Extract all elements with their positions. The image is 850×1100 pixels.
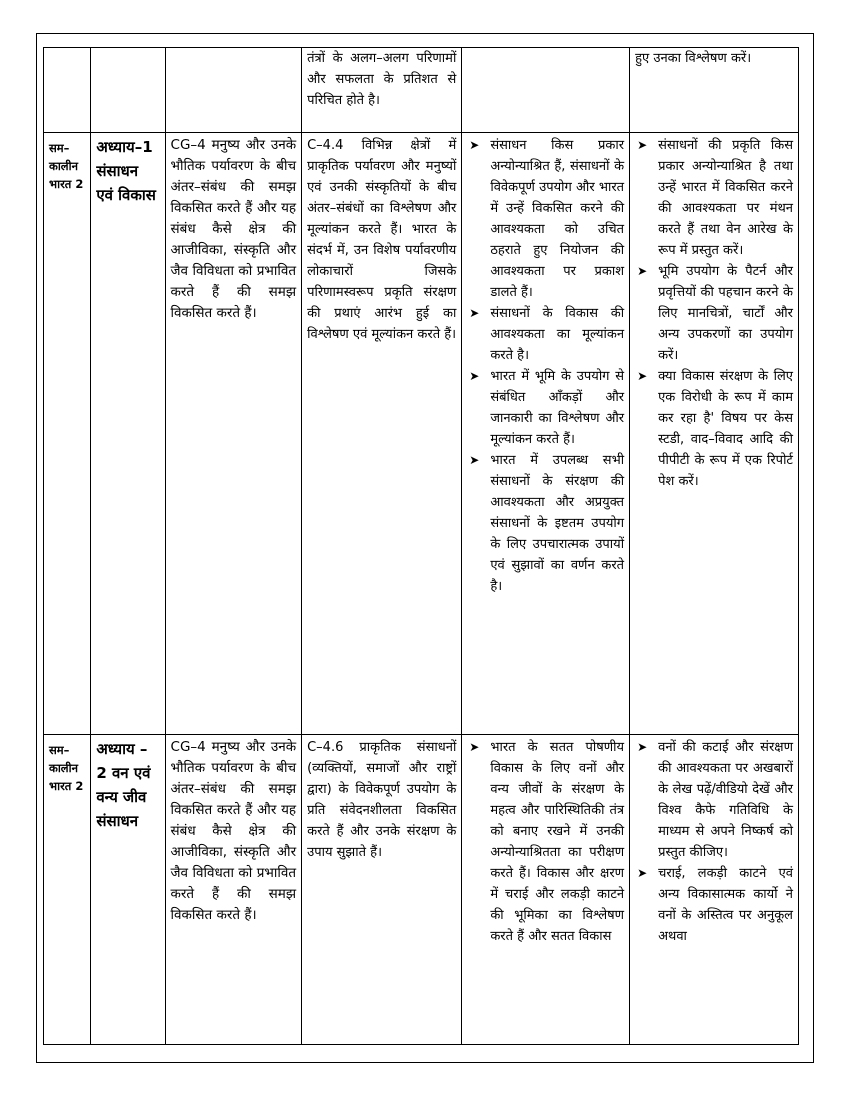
competency-cell: C–4.4 विभिन्न क्षेत्रों में प्राकृतिक पर्यावरण और मनुष्यों एवं उनकी संस्कृतियों के बीच अंतर–संबंधों का विश्लेषण और मूल्यांकन करते हैं। भारत के संदर्भ में, उन विशेष पर्यावरणीय लोकाचारों जिसके परिणामस्वरूप प्रकृति संरक्षण की प्रथाएं आरंभ हुई का विश्लेषण एवं मूल्यांकन करते हैं।: [302, 133, 462, 735]
learning-outcomes-cell: [462, 735, 630, 1045]
learning-outcomes-cell: [462, 48, 630, 133]
arrow-bullet-icon: ➤: [469, 369, 480, 383]
list-item: ➤ भारत में उपलब्ध सभी संसाधनों के संरक्षण की आवश्यकता और अप्रयुक्त संसाधनों के इष्टतम उपयोग के लिए उपचारात्मक उपायों एवं सुझावों का वर्णन करते है।: [467, 450, 624, 597]
book-cell: सम– कालीन भारत 2: [44, 735, 91, 1045]
arrow-bullet-icon: ➤: [637, 264, 648, 278]
list-item: ➤ संसाधन किस प्रकार अन्योन्याश्रित हैं, संसाधनों के विवेकपूर्ण उपयोग और भारत में उन्हें विकसित करने की आवश्यकता को उचित ठहराते हुए नियोजन की आवश्यकता पर प्रकाश डालते हैं।: [467, 135, 624, 303]
chapter-cell: अध्याय – 2 वन एवं वन्य जीव संसाधन: [91, 735, 165, 1045]
list-item: ➤ क्या विकास संरक्षण के लिए एक विरोधी के रूप में काम कर रहा है' विषय पर केस स्टडी, वाद–विवाद आदि की पीपीटी के रूप में एक रिपोर्ट पेश करें।: [635, 366, 793, 492]
list-item: ➤ भारत के सतत पोषणीय विकास के लिए वनों और वन्य जीवों के संरक्षण के महत्व और पारिस्थितिकी तंत्र को बनाए रखने में उनकी अन्योन्याश्रितता का परीक्षण करते हैं। विकास और क्षरण में चराई और लकड़ी काटने की भूमिका का विश्लेषण करते हैं और सतत विकास: [467, 737, 624, 947]
arrow-bullet-icon: ➤: [469, 453, 480, 467]
list-item: ➤ संसाधनों के विकास की आवश्यकता का मूल्यांकन करते है।: [467, 303, 624, 366]
arrow-bullet-icon: ➤: [469, 740, 480, 754]
table-row: [44, 133, 799, 735]
activities-cell: [630, 735, 799, 1045]
chapter-cell: [91, 48, 165, 133]
learning-outcomes-cell: [462, 133, 630, 735]
activities-cell: [630, 48, 799, 133]
list-item: ➤ भारत में भूमि के उपयोग से संबंधित आँकड़ों और जानकारी का विश्लेषण और मूल्यांकन करते हैं।: [467, 366, 624, 450]
chapter-cell: अध्याय–1 संसाधन एवं विकास: [91, 133, 165, 735]
arrow-bullet-icon: ➤: [637, 740, 648, 754]
competency-cell: C–4.6 प्राकृतिक संसाधनों (व्यक्तियों, समाजों और राष्ट्रों द्वारा) के विवेकपूर्ण उपयोग के प्रति संवेदनशीलता विकसित करते हैं और उनके संरक्षण के उपाय सुझाते हैं।: [302, 735, 462, 1045]
arrow-bullet-icon: ➤: [637, 369, 648, 383]
table-row: [44, 48, 799, 133]
curricular-goal-cell: [165, 48, 302, 133]
book-cell: सम– कालीन भारत 2: [44, 133, 91, 735]
curricular-goal-cell: CG–4 मनुष्य और उनके भौतिक पर्यावरण के बीच अंतर–संबंध की समझ विकसित करते हैं और यह संबंध कैसे क्षेत्र की आजीविका, संस्कृति और जैव विविधता को प्रभावित करते हैं की समझ विकसित करते हैं।: [165, 735, 302, 1045]
activities-cell: [630, 133, 799, 735]
competency-cell: तंत्रों के अलग–अलग परिणामों और सफलता के प्रतिशत से परिचित होते है।: [302, 48, 462, 133]
list-item: ➤ संसाधनों की प्रकृति किस प्रकार अन्योन्याश्रित है तथा उन्हें भारत में विकसित करने की आवश्यकता पर मंथन करते हैं तथा वेन आरेख के रूप में प्रस्तुत करें।: [635, 135, 793, 261]
list-item: ➤ चराई, लकड़ी काटने एवं अन्य विकासात्मक कार्यो ने वनों के अस्तित्व पर अनुकूल अथवा: [635, 863, 793, 947]
arrow-bullet-icon: ➤: [469, 138, 480, 152]
book-cell: [44, 48, 91, 133]
activity-text: हुए उनका विश्लेषण करें।: [635, 51, 752, 66]
list-item: ➤ वनों की कटाई और संरक्षण की आवश्यकता पर अखबारों के लेख पढ़ें/वीडियो देखें और विश्व कैफे गतिविधि के माध्यम से अपने निष्कर्ष को प्रस्तुत कीजिए।: [635, 737, 793, 863]
arrow-bullet-icon: ➤: [637, 866, 648, 880]
list-item: ➤ भूमि उपयोग के पैटर्न और प्रवृत्तियों की पहचान करने के लिए मानचित्रों, चार्टों और अन्य उपकरणों का उपयोग करें।: [635, 261, 793, 366]
arrow-bullet-icon: ➤: [637, 138, 648, 152]
table-row: [44, 735, 799, 1045]
curriculum-table: [43, 47, 799, 1045]
curricular-goal-cell: CG–4 मनुष्य और उनके भौतिक पर्यावरण के बीच अंतर–संबंध की समझ विकसित करते हैं और यह संबंध कैसे क्षेत्र की आजीविका, संस्कृति और जैव विविधता को प्रभावित करते हैं की समझ विकसित करते हैं।: [165, 133, 302, 735]
arrow-bullet-icon: ➤: [469, 306, 480, 320]
